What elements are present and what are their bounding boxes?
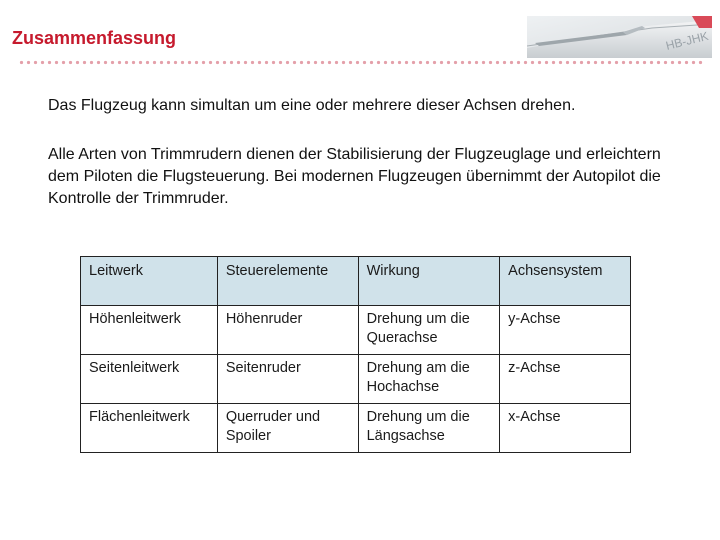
table-row [81,404,631,453]
cell-leitwerk: Seitenleitwerk [81,355,218,404]
svg-text:HB-JHK: HB-JHK [664,28,710,53]
header-steuerelemente: Steuerelemente [217,257,358,306]
table-row [81,306,631,355]
cell-achsensystem: x-Achse [500,404,631,453]
cell-steuerelemente: Höhenruder [217,306,358,355]
paragraph-trim: Alle Arten von Trimmrudern dienen der Stabilisierung der Flugzeuglage und erleichtern dem Piloten die Flugsteuerung. Bei modernen Flugzeugen übernimmt der Autopilot die Kontrolle der Trimmruder. [48,146,661,207]
cell-steuerelemente: Seitenruder [217,355,358,404]
cell-achsensystem: z-Achse [500,355,631,404]
title-divider [18,60,704,65]
header-leitwerk: Leitwerk [81,257,218,306]
summary-table [80,256,631,453]
header-wirkung: Wirkung [358,257,500,306]
table-header-row [81,257,631,306]
paragraph-axes: Das Flugzeug kann simultan um eine oder mehrere dieser Achsen drehen. [48,97,576,114]
cell-achsensystem: y-Achse [500,306,631,355]
airplane-logo-icon [527,16,712,58]
cell-wirkung: Drehung um die Querachse [358,306,500,355]
page-title: Zusammenfassung [12,28,177,48]
cell-steuerelemente: Querruder und Spoiler [217,404,358,453]
cell-wirkung: Drehung am die Hochachse [358,355,500,404]
header-achsensystem: Achsensystem [500,257,631,306]
cell-leitwerk: Höhenleitwerk [81,306,218,355]
cell-wirkung: Drehung um die Längsachse [358,404,500,453]
table-row [81,355,631,404]
cell-leitwerk: Flächenleitwerk [81,404,218,453]
